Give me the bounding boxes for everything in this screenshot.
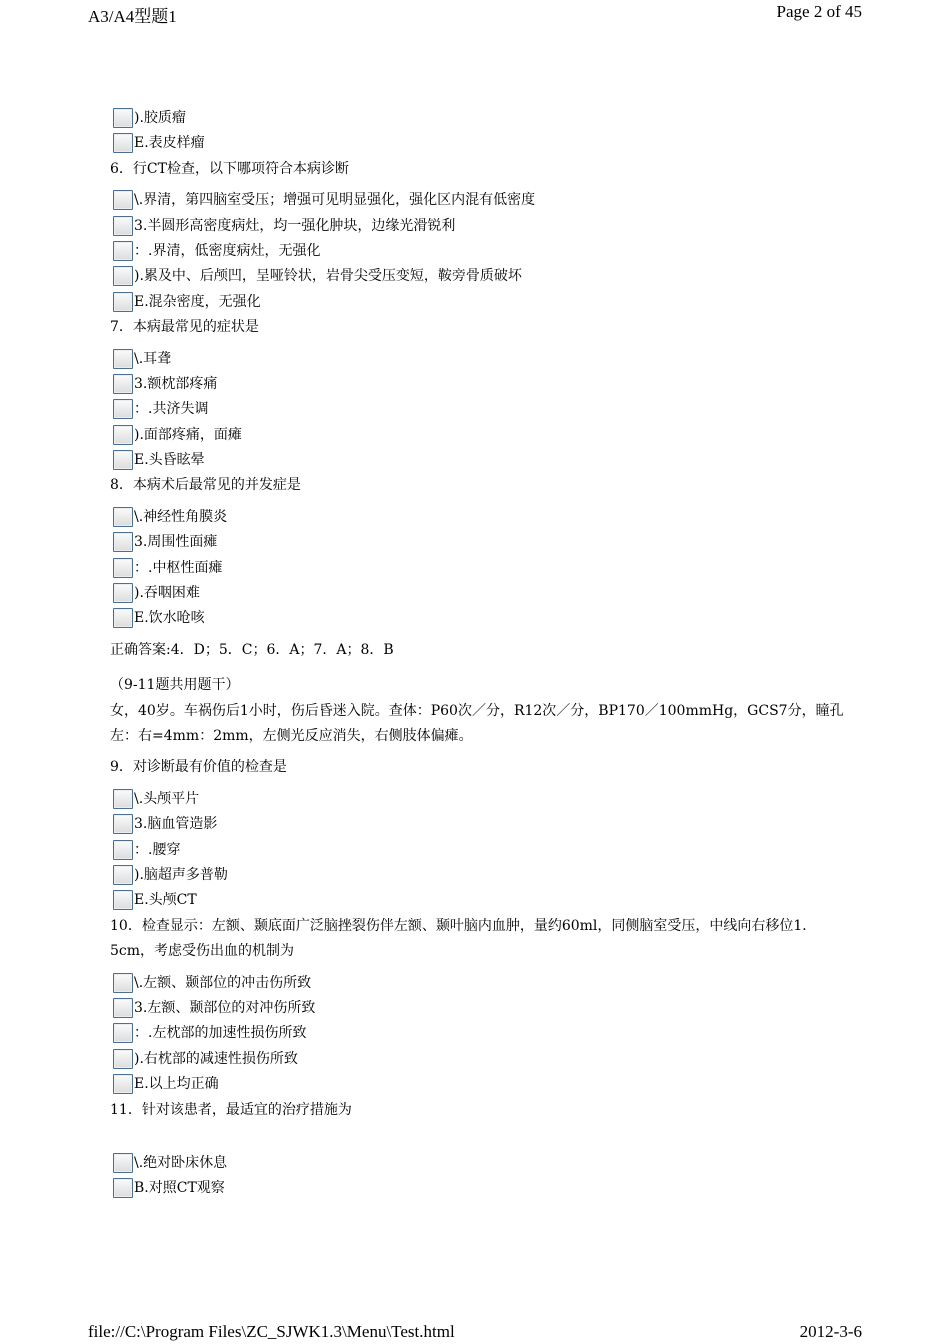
option-a[interactable]: \.头颅平片: [110, 787, 850, 812]
checkbox[interactable]: [113, 532, 133, 552]
checkbox[interactable]: [113, 349, 133, 369]
option-c[interactable]: ：.共济失调: [110, 397, 850, 422]
option-a[interactable]: \.左额、颞部位的冲击伤所致: [110, 971, 850, 996]
question-7-stem: 7．本病最常见的症状是: [110, 319, 259, 336]
group-title: （9-11题共用题干）: [110, 677, 240, 694]
option-d[interactable]: ).右枕部的减速性损伤所致: [110, 1047, 850, 1072]
correct-answer: 正确答案:4．D；5．C；6．A；7．A；8．B: [110, 641, 394, 658]
checkbox[interactable]: [113, 1178, 133, 1198]
footer-date: 2012-3-6: [799, 1322, 862, 1341]
option-a[interactable]: \.界清，第四脑室受压；增强可见明显强化，强化区内混有低密度: [110, 188, 850, 213]
checkbox[interactable]: [113, 507, 133, 527]
checkbox[interactable]: [113, 374, 133, 394]
checkbox[interactable]: [113, 789, 133, 809]
checkbox[interactable]: [113, 1074, 133, 1094]
option-e[interactable]: E.混杂密度，无强化: [110, 290, 850, 315]
option-c[interactable]: ：.左枕部的加速性损伤所致: [110, 1021, 850, 1046]
checkbox[interactable]: [113, 108, 133, 128]
option-c[interactable]: ：.中枢性面瘫: [110, 556, 850, 581]
checkbox[interactable]: [113, 865, 133, 885]
checkbox[interactable]: [113, 558, 133, 578]
checkbox[interactable]: [113, 973, 133, 993]
option-b[interactable]: 3.额枕部疼痛: [110, 372, 850, 397]
option-d[interactable]: ).吞咽困难: [110, 581, 850, 606]
option-b[interactable]: 3.脑血管造影: [110, 812, 850, 837]
checkbox[interactable]: [113, 1153, 133, 1173]
option-e[interactable]: E.表皮样瘤: [110, 131, 850, 156]
page-number: Page 2 of 45: [776, 2, 862, 21]
option-c[interactable]: ：.腰穿: [110, 838, 850, 863]
question-10-stem: 10．检查显示：左额、颞底面广泛脑挫裂伤伴左额、颞叶脑内血肿，量约60ml，同侧脑室受压，中线向右移位1．5cm，考虑受伤出血的机制为: [110, 917, 817, 960]
option-a[interactable]: \.神经性角膜炎: [110, 505, 850, 530]
checkbox[interactable]: [113, 998, 133, 1018]
checkbox[interactable]: [113, 292, 133, 312]
header-title: A3/A4型题1: [88, 7, 177, 26]
option-d[interactable]: ).脑超声多普勒: [110, 863, 850, 888]
option-e[interactable]: E.头颅CT: [110, 888, 850, 913]
checkbox[interactable]: [113, 814, 133, 834]
question-6-stem: 6．行CT检查，以下哪项符合本病诊断: [110, 160, 349, 177]
checkbox[interactable]: [113, 266, 133, 286]
option-d[interactable]: ).累及中、后颅凹，呈哑铃状，岩骨尖受压变短，鞍旁骨质破坏: [110, 264, 850, 289]
checkbox[interactable]: [113, 241, 133, 261]
checkbox[interactable]: [113, 1049, 133, 1069]
option-b[interactable]: 3.周围性面瘫: [110, 530, 850, 555]
checkbox[interactable]: [113, 450, 133, 470]
checkbox[interactable]: [113, 608, 133, 628]
option-e[interactable]: E.饮水呛咳: [110, 606, 850, 631]
checkbox[interactable]: [113, 840, 133, 860]
option-b[interactable]: B.对照CT观察: [110, 1176, 850, 1201]
group-stem: 女，40岁。车祸伤后1小时，伤后昏迷入院。查体：P60次／分，R12次／分，BP170／100mmHg，GCS7分，瞳孔左：右=4mm：2mm，左侧光反应消失，右侧肢体偏瘫。: [110, 702, 844, 744]
option-b[interactable]: 3.半圆形高密度病灶，均一强化肿块，边缘光滑锐利: [110, 214, 850, 239]
question-11-stem: 11．针对该患者，最适宜的治疗措施为: [110, 1101, 352, 1118]
option-c[interactable]: ：.界清，低密度病灶，无强化: [110, 239, 850, 264]
option-e[interactable]: E.以上均正确: [110, 1072, 850, 1097]
question-9-stem: 9．对诊断最有价值的检查是: [110, 759, 287, 776]
option-a[interactable]: \.耳聋: [110, 347, 850, 372]
option-a[interactable]: \.绝对卧床休息: [110, 1151, 850, 1176]
option-d[interactable]: ).面部疼痛，面瘫: [110, 423, 850, 448]
question-content: [110, 106, 850, 1202]
checkbox[interactable]: [113, 190, 133, 210]
checkbox[interactable]: [113, 583, 133, 603]
checkbox[interactable]: [113, 399, 133, 419]
checkbox[interactable]: [113, 890, 133, 910]
option-d[interactable]: ).胶质瘤: [110, 106, 850, 131]
question-8-stem: 8．本病术后最常见的并发症是: [110, 477, 301, 494]
footer-file-path: file://C:\Program Files\ZC_SJWK1.3\Menu\Test.html: [88, 1322, 455, 1341]
option-b[interactable]: 3.左额、颞部位的对冲伤所致: [110, 996, 850, 1021]
checkbox[interactable]: [113, 425, 133, 445]
checkbox[interactable]: [113, 133, 133, 153]
checkbox[interactable]: [113, 1023, 133, 1043]
option-e[interactable]: E.头昏眩晕: [110, 448, 850, 473]
checkbox[interactable]: [113, 216, 133, 236]
